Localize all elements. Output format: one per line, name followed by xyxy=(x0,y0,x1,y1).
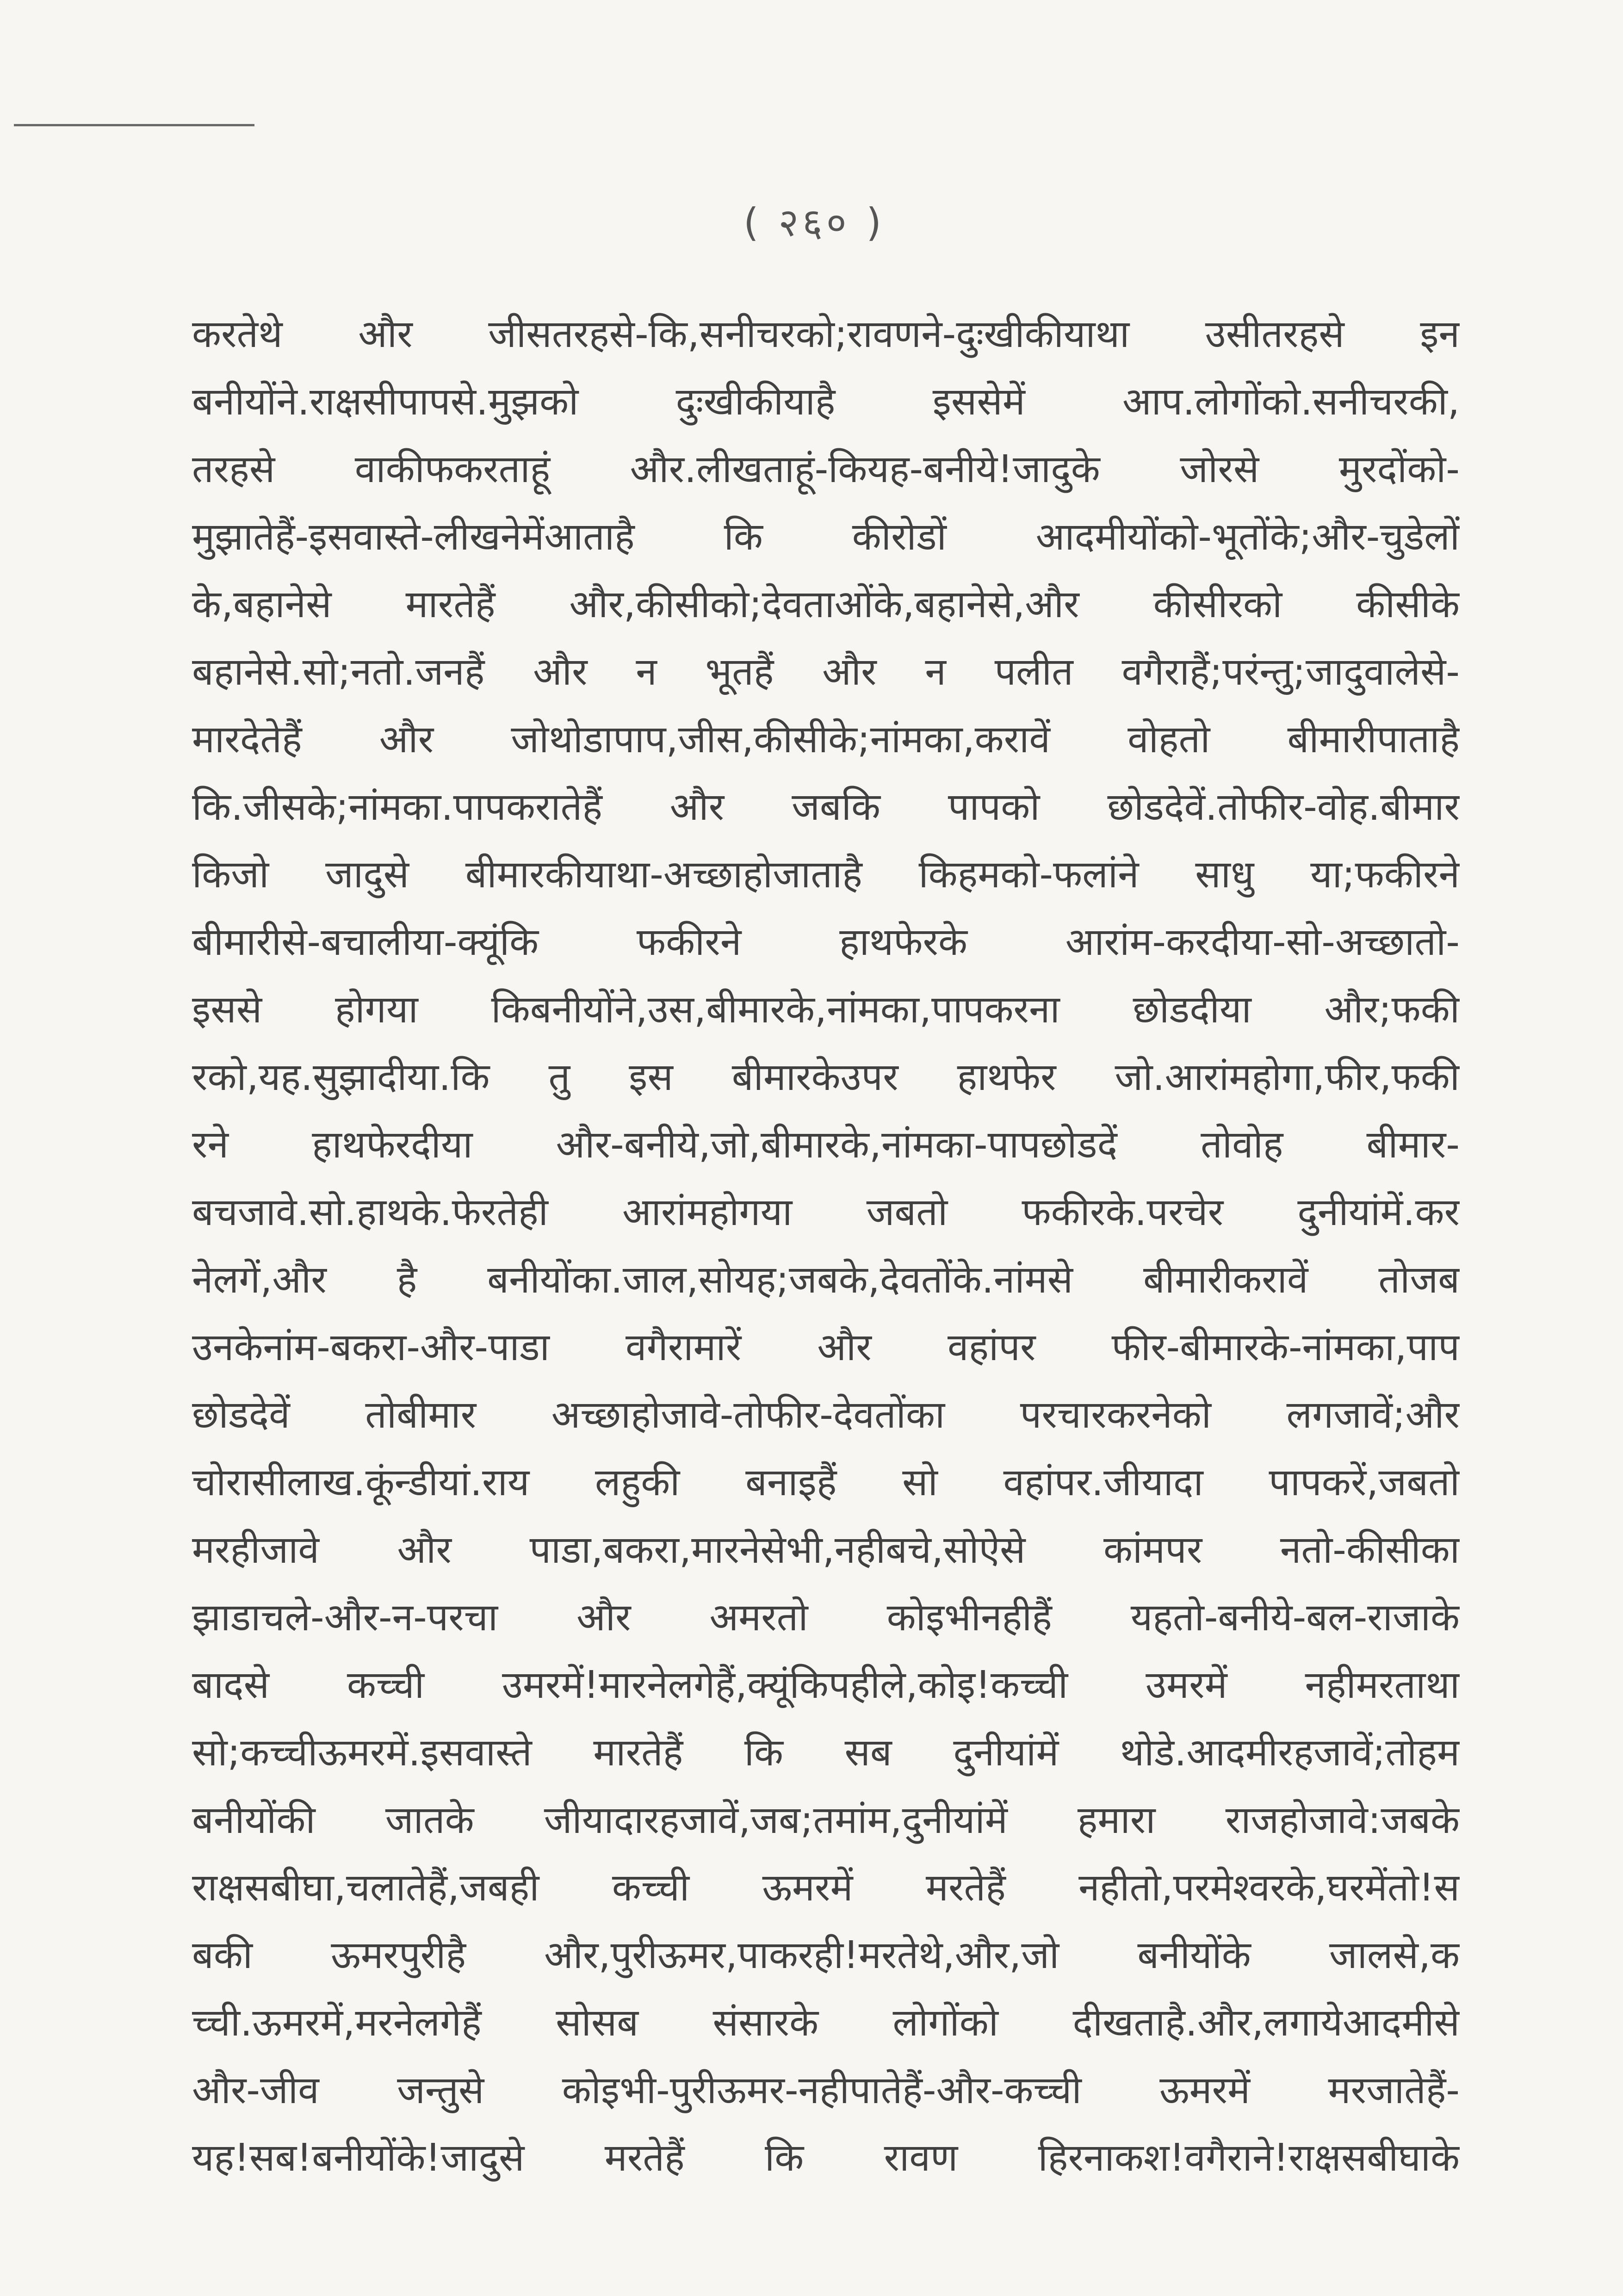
text-line: मरहीजावे और पाडा,बकरा,मारनेसेभी,नहीबचे,सोऐसे कांमपर नतो-कीसीका xyxy=(192,1528,1460,1572)
text-line: मुझातेहैं-इसवास्ते-लीखनेमेंआताहै कि कीरोडों आदमीयोंको-भूतोंके;और-चुडेलों xyxy=(192,515,1460,559)
text-line: यह!सब!बनीयोंके!जादुसे मरतेहैं कि रावण हिरनाकश!वगैराने!राक्षसबीघाके xyxy=(192,2136,1460,2180)
text-line: बकी ऊमरपुरीहै और,पुरीऊमर,पाकरही!मरतेथे,और,जो बनीयोंके जालसे,क xyxy=(192,1933,1460,1977)
text-line: नेलगें,और है बनीयोंका.जाल,सोयह;जबके,देवतोंके.नांमसे बीमारीकरावें तोजब xyxy=(192,1258,1460,1302)
text-line: तरहसे वाकीफकरताहूं और.लीखताहूं-कियह-बनीये!जादुके जोरसे मुरदोंको- xyxy=(192,447,1460,491)
text-line: कि.जीसके;नांमका.पापकरातेहैं और जबकि पापको छोडदेवें.तोफीर-वोह.बीमार xyxy=(192,785,1460,829)
text-line: रने हाथफेरदीया और-बनीये,जो,बीमारके,नांमका-पापछोडदें तोवोह बीमार- xyxy=(192,1123,1460,1167)
text-line: मारदेतेहैं और जोथोडापाप,जीस,कीसीके;नांमका,करावें वोहतो बीमारीपाताहै xyxy=(192,718,1460,761)
body-text xyxy=(192,301,1460,2192)
text-line: झाडाचले-और-न-परचा और अमरतो कोइभीनहीहैं यहतो-बनीये-बल-राजाके xyxy=(192,1596,1460,1640)
top-rule-divider xyxy=(14,124,254,126)
text-line: किजो जादुसे बीमारकीयाथा-अच्छाहोजाताहै किहमको-फलांने साधु या;फकीरने xyxy=(192,853,1460,897)
text-line: राक्षसबीघा,चलातेहैं,जबही कच्ची ऊमरमें मरतेहैं नहीतो,परमेश्वरके,घरमेंतो!स xyxy=(192,1866,1460,1910)
text-line: रको,यह.सुझादीया.कि तु इस बीमारकेउपर हाथफेर जो.आरांमहोगा,फीर,फकी xyxy=(192,1055,1460,1099)
text-line: करतेथे और जीसतरहसे-कि,सनीचरको;रावणने-दुःखीकीयाथा उसीतरहसे इन xyxy=(192,312,1460,356)
text-line: बनीयोंकी जातके जीयादारहजावें,जब;तमांम,दुनीयांमें हमारा राजहोजावे:जबके xyxy=(192,1798,1460,1842)
text-line: के,बहानेसे मारतेहैं और,कीसीको;देवताओंके,बहानेसे,और कीसीरको कीसीके xyxy=(192,582,1460,626)
text-line: उनकेनांम-बकरा-और-पाडा वगैरामारें और वहांपर फीर-बीमारके-नांमका,पाप xyxy=(192,1325,1460,1369)
text-line: बीमारीसे-बचालीया-क्यूंकि फकीरने हाथफेरके आरांम-करदीया-सो-अच्छातो- xyxy=(192,920,1460,964)
text-line: च्ची.ऊमरमें,मरनेलगेहैं सोसब संसारके लोगोंको दीखताहै.और,लगायेआदमीसे xyxy=(192,2001,1460,2045)
text-line: बादसे कच्ची उमरमें!मारनेलगेहैं,क्यूंकिपहीले,कोइ!कच्ची उमरमें नहीमरताथा xyxy=(192,1663,1460,1707)
text-line: चोरासीलाख.कूंन्डीयां.राय लहुकी बनाइहैं सो वहांपर.जीयादा पापकरें,जबतो xyxy=(192,1461,1460,1504)
text-line: बहानेसे.सो;नतो.जनहैं और न भूतहैं और न पलीत वगैराहैं;परंन्तु;जादुवालेसे- xyxy=(192,650,1460,694)
text-line: इससे होगया किबनीयोंने,उस,बीमारके,नांमका,पापकरना छोडदीया और;फकी xyxy=(192,988,1460,1032)
text-line: और-जीव जन्तुसे कोइभी-पुरीऊमर-नहीपातेहैं-और-कच्ची ऊमरमें मरजातेहैं- xyxy=(192,2068,1460,2112)
text-line: बनीयोंने.राक्षसीपापसे.मुझको दुःखीकीयाहै इससेमें आप.लोगोंको.सनीचरकी, xyxy=(192,380,1460,424)
text-line: छोडदेवें तोबीमार अच्छाहोजावे-तोफीर-देवतोंका परचारकरनेको लगजावें;और xyxy=(192,1393,1460,1437)
page-number: ( २६० ) xyxy=(743,200,885,245)
text-line: सो;कच्चीऊमरमें.इसवास्ते मारतेहैं कि सब दुनीयांमें थोडे.आदमीरहजावें;तोहम xyxy=(192,1731,1460,1775)
text-line: बचजावे.सो.हाथके.फेरतेही आरांमहोगया जबतो फकीरके.परचेर दुनीयांमें.कर xyxy=(192,1190,1460,1234)
